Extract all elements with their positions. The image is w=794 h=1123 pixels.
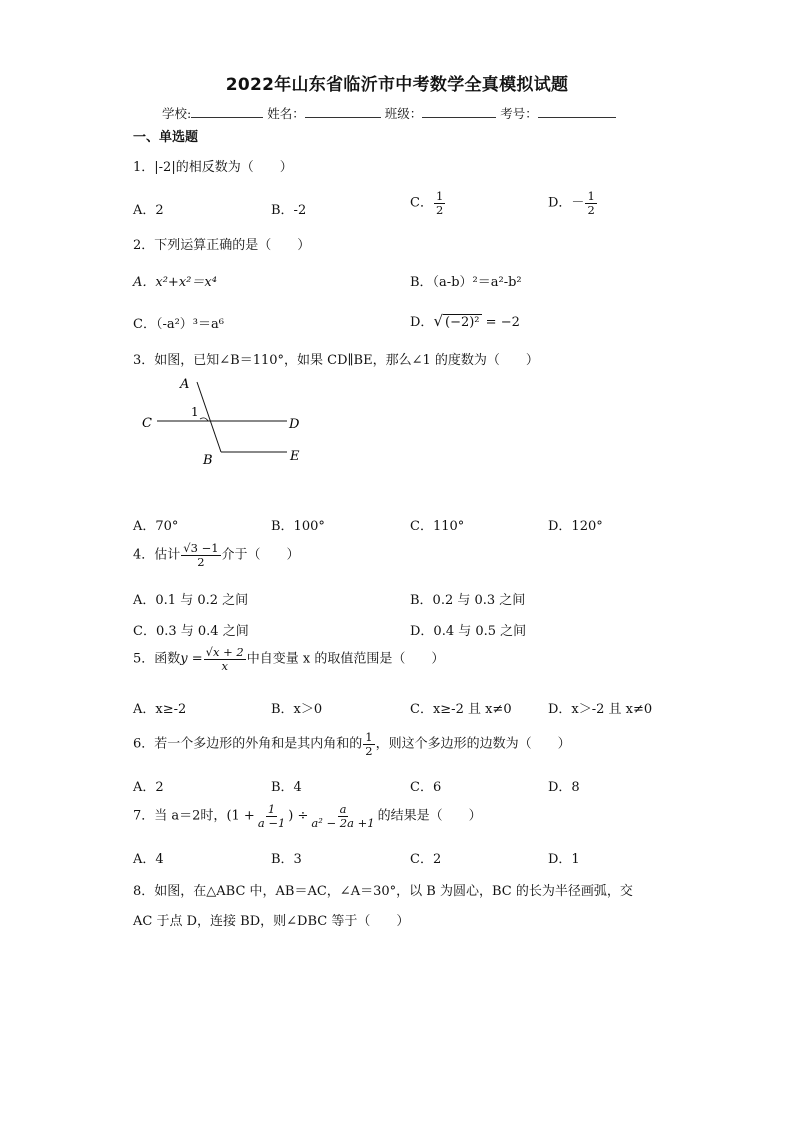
q1-c-fraction: [434, 190, 445, 216]
q4-num: √3 −1: [183, 541, 219, 555]
q4-stem-pre: 4．估计: [133, 547, 181, 563]
q3-figure: [135, 372, 315, 472]
q4-stem-post: 介于（ ）: [221, 547, 300, 563]
q1-stem: 1．|-2|的相反数为（ ）: [133, 160, 293, 175]
q2-stem: 2．下列运算正确的是（ ）: [133, 238, 311, 253]
q2-d-radicand: (−2)²: [445, 315, 480, 330]
q8-stem-line2: AC 于点 D，连接 BD，则∠DBC 等于（ ）: [133, 914, 410, 929]
q4-option-b: B．0.2 与 0.3 之间: [410, 593, 526, 608]
q7-stem: [133, 803, 482, 829]
q7-num1: 1: [267, 802, 276, 816]
q1-d-den: 2: [587, 202, 595, 217]
line-ab: [197, 382, 221, 452]
q4-stem: [133, 542, 300, 568]
school-label: 学校:: [162, 106, 192, 121]
q7-fraction-1: [256, 803, 287, 829]
q5-den: x: [221, 658, 228, 673]
q1-d-fraction: [585, 190, 596, 216]
q3-option-d: D．120°: [548, 519, 603, 534]
q5-option-d: D．x＞-2 且 x≠0: [548, 702, 653, 717]
q4-option-a: A．0.1 与 0.2 之间: [133, 593, 249, 608]
q1-option-a: A．2: [133, 203, 164, 218]
q6-option-a: A．2: [133, 780, 164, 795]
q6-stem: [133, 731, 571, 757]
q3-stem: 3．如图，已知∠B＝110°，如果 CD∥BE，那么∠1 的度数为（ ）: [133, 353, 539, 368]
q5-stem: [133, 646, 444, 672]
q2-d-rhs: = −2: [485, 315, 520, 330]
q4-option-d: D．0.4 与 0.5 之间: [410, 624, 527, 639]
q6-num: 1: [365, 730, 373, 744]
q6-option-b: B．4: [271, 780, 302, 795]
q5-option-c: C．x≥-2 且 x≠0: [410, 702, 512, 717]
q6-den: 2: [365, 743, 373, 758]
label-a: A: [180, 377, 190, 392]
label-angle-1: 1: [191, 405, 199, 419]
exam-no-blank[interactable]: [538, 105, 616, 118]
q7-den2: a² − 2a +1: [311, 815, 375, 830]
page-title: 2022年山东省临沂市中考数学全真模拟试题: [225, 75, 569, 95]
q2-option-d: D．√ (−2)² = −2: [410, 312, 520, 330]
q5-stem-pre: 5．函数: [133, 651, 181, 667]
class-blank[interactable]: [422, 105, 496, 118]
q6-option-c: C．6: [410, 780, 442, 795]
q8-stem-line1: 8．如图，在△ABC 中，AB＝AC，∠A＝30°，以 B 为圆心，BC 的长为半径画弧，交: [133, 884, 633, 899]
name-label: 姓名：: [267, 106, 305, 121]
q7-fraction-2: [309, 803, 376, 829]
label-c: C: [142, 416, 152, 431]
q7-paren-open: (1 +: [226, 808, 255, 824]
q7-option-c: C．2: [410, 852, 442, 867]
school-blank[interactable]: [191, 105, 263, 118]
exam-no-label: 考号：: [500, 106, 538, 121]
q1-option-d: [548, 190, 598, 216]
q3-option-c: C．110°: [410, 519, 465, 534]
q5-y-eq: y =: [180, 651, 203, 667]
q4-fraction: [181, 542, 220, 568]
q1-d-num: 1: [587, 189, 595, 203]
q4-den: 2: [197, 554, 205, 569]
label-b: B: [203, 453, 213, 468]
q7-option-a: A．4: [133, 852, 164, 867]
q2-option-a: A．x²+x²＝x⁴: [133, 275, 217, 290]
q7-option-d: D．1: [548, 852, 580, 867]
name-blank[interactable]: [305, 105, 381, 118]
student-info-line: [162, 104, 616, 122]
q6-stem-pre: 6．若一个多边形的外角和是其内角和的: [133, 736, 363, 752]
q5-num: √x + 2: [205, 645, 244, 659]
class-label: 班级：: [384, 106, 423, 121]
q7-den1: a −1: [257, 815, 286, 830]
q5-option-a: A．x≥-2: [133, 702, 187, 717]
q6-stem-post: ，则这个多边形的边数为（ ）: [375, 736, 571, 752]
label-d: D: [289, 417, 300, 432]
q2-option-c: C．（-a²）³＝a⁶: [133, 317, 224, 332]
q5-option-b: B．x＞0: [271, 702, 323, 717]
q7-paren-close: ) ÷: [288, 808, 309, 824]
q1-option-c: [410, 190, 446, 216]
q1-option-b: B．-2: [271, 203, 307, 218]
q1-c-label: C．: [410, 195, 433, 211]
q6-fraction: [363, 731, 374, 757]
q7-stem-pre: 7．当 a＝2时，: [133, 808, 227, 824]
q1-d-label: D．－: [548, 195, 585, 211]
q6-option-d: D．8: [548, 780, 580, 795]
q5-fraction: [204, 646, 246, 672]
q7-stem-post: 的结果是（ ）: [377, 808, 482, 824]
q5-stem-post: 中自变量 x 的取值范围是（ ）: [246, 651, 445, 667]
q7-num2: a: [339, 802, 347, 816]
q4-option-c: C．0.3 与 0.4 之间: [133, 624, 249, 639]
q1-c-num: 1: [435, 189, 444, 203]
section-heading: 一、单选题: [133, 130, 199, 145]
q1-c-den: 2: [435, 202, 444, 217]
label-e: E: [290, 449, 300, 464]
q3-option-a: A．70°: [133, 519, 179, 534]
q3-option-b: B．100°: [271, 519, 325, 534]
q7-option-b: B．3: [271, 852, 302, 867]
q2-d-label: D．: [410, 315, 434, 330]
q2-option-b: B．（a-b）²＝a²-b²: [410, 275, 522, 290]
